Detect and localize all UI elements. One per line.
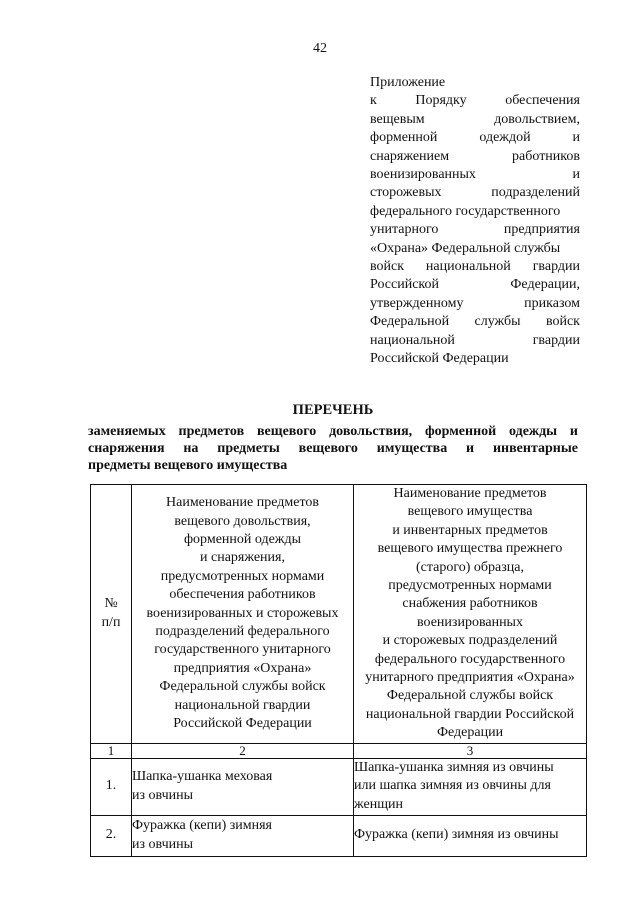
header-col3-line: унитарного предприятия «Охрана» — [365, 670, 575, 686]
appendix-line: сторожевых подразделений — [370, 185, 580, 201]
appendix-line: войск национальной гвардии — [370, 259, 580, 275]
header-col2-line: Российской Федерации — [173, 716, 312, 732]
row-replacement-line: Фуражка (кепи) зимняя из овчины — [354, 827, 559, 843]
row-replacement-name — [354, 815, 587, 856]
appendix-line: «Охрана» Федеральной службы — [370, 240, 561, 256]
header-col3-cell — [354, 485, 587, 744]
row-item-line: из овчины — [132, 836, 194, 852]
appendix-line: снаряжением работников — [370, 148, 580, 164]
header-col2-line: подразделений федерального — [155, 624, 330, 640]
appendix-line: унитарного предприятия — [370, 222, 580, 238]
header-col2-line: Федеральной службы войск — [159, 679, 326, 695]
header-col3-line: Федерации — [436, 725, 504, 741]
table-header-row — [91, 485, 587, 744]
row-replacement-line: или шапка зимняя из овчины для — [354, 778, 551, 794]
header-col2-line: военизированных и сторожевых — [146, 605, 339, 621]
header-col3-line: вещевого имущества прежнего — [377, 541, 563, 557]
header-col3-line: и сторожевых подразделений — [382, 633, 558, 649]
document-heading — [88, 402, 578, 474]
header-col2-line: и снаряжения, — [200, 550, 285, 566]
subtitle-line: заменяемых предметов вещевого довольствия, форменной одежды и — [88, 424, 578, 439]
header-col2-cell — [132, 485, 354, 744]
row-item-name — [132, 758, 354, 815]
appendix-note — [370, 74, 580, 369]
row-replacement-name — [354, 758, 587, 815]
row-replacement-line: женщин — [354, 796, 403, 812]
appendix-line: национальной гвардии — [370, 332, 580, 348]
header-number-line: № — [104, 596, 118, 612]
header-col2-line: вещевого довольствия, — [174, 513, 311, 529]
header-col3-line: военизированных — [417, 614, 523, 630]
subtitle-line: снаряжения на предметы вещевого имущества и инвентарные — [88, 441, 578, 456]
header-col3-line: Наименование предметов — [393, 486, 547, 501]
row-item-name — [132, 815, 354, 856]
column-index-row — [91, 743, 587, 758]
header-col2-line: форменной одежды — [183, 532, 302, 548]
header-col3-line: вещевого имущества — [407, 504, 533, 520]
row-number: 2. — [91, 815, 132, 856]
row-item-line: Шапка-ушанка меховая — [132, 769, 273, 785]
replacement-table — [90, 484, 587, 857]
header-col3-line: и инвентарных предметов — [392, 522, 548, 538]
header-col3-line: снабжения работников — [402, 596, 538, 612]
header-col3-line: национальной гвардии Российской — [365, 706, 575, 722]
subtitle-line: предметы вещевого имущества — [88, 458, 288, 473]
row-replacement-line: Шапка-ушанка зимняя из овчины — [354, 760, 554, 776]
appendix-line: вещевым довольствием, — [370, 111, 580, 127]
header-col2-line: национальной гвардии — [174, 697, 311, 713]
table-row — [91, 815, 587, 856]
appendix-line: Российской Федерации, — [370, 277, 580, 293]
row-number: 1. — [91, 758, 132, 815]
appendix-line: Федеральной службы войск — [370, 314, 580, 330]
header-number-line: п/п — [101, 614, 121, 630]
row-item-line: Фуражка (кепи) зимняя — [132, 818, 272, 834]
document-title: ПЕРЕЧЕНЬ — [292, 402, 374, 418]
appendix-line: к Порядку обеспечения — [370, 93, 580, 109]
table-row — [91, 758, 587, 815]
header-col2-line: государственного унитарного — [154, 642, 331, 658]
header-col2-line: Наименование предметов — [166, 495, 319, 511]
column-index: 3 — [354, 743, 587, 758]
column-index: 2 — [132, 743, 354, 758]
header-col3-line: федерального государственного — [374, 651, 566, 667]
header-col2-line: предприятия «Охрана» — [173, 660, 312, 676]
header-col2-line: предусмотренных нормами — [160, 568, 325, 584]
header-col3-line: (старого) образца, — [415, 559, 524, 575]
header-col3-line: Федеральной службы войск — [386, 688, 554, 704]
header-number-cell — [91, 485, 132, 744]
row-item-line: из овчины — [132, 787, 194, 803]
column-index: 1 — [91, 743, 132, 758]
header-col3-line: предусмотренных нормами — [388, 578, 552, 594]
document-subtitle — [88, 423, 578, 474]
header-col2-line: обеспечения работников — [169, 587, 316, 603]
appendix-line: утвержденному приказом — [370, 295, 580, 311]
appendix-line: Приложение — [370, 75, 446, 90]
page-number: 42 — [313, 41, 327, 56]
appendix-line: Российской Федерации — [370, 351, 509, 367]
appendix-line: форменной одеждой и — [370, 130, 580, 146]
appendix-line: федерального государственного — [370, 203, 561, 219]
appendix-line: военизированных и — [370, 167, 580, 183]
